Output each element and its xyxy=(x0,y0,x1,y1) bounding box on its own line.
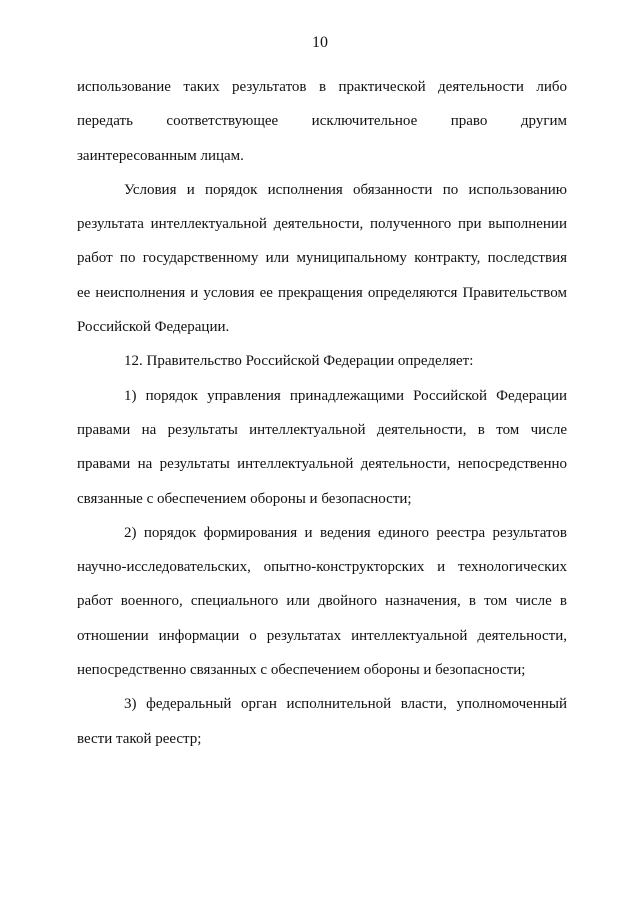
text-line: правами на результаты интеллектуальной деятельности, в том числе xyxy=(77,421,567,438)
text-line: отношении информации о результатах интеллектуальной деятельности, xyxy=(77,627,567,644)
text-line: Условия и порядок исполнения обязанности по использованию xyxy=(124,181,567,198)
text-line: использование таких результатов в практической деятельности либо xyxy=(77,79,567,95)
text-line: 12. Правительство Российской Федерации определяет: xyxy=(124,353,474,370)
text-line: научно-исследовательских, опытно-конструкторских и технологических xyxy=(77,559,567,576)
text-line: передать соответствующее исключительное право другим xyxy=(77,113,567,130)
text-line: правами на результаты интеллектуальной деятельности, непосредственно xyxy=(77,456,567,473)
text-line: заинтересованным лицам. xyxy=(77,147,244,164)
text-line: результата интеллектуальной деятельности, полученного при выполнении xyxy=(77,216,567,233)
document-body xyxy=(77,77,567,763)
text-line: Российской Федерации. xyxy=(77,319,230,336)
page-number: 10 xyxy=(312,34,328,51)
text-line: связанные с обеспечением обороны и безопасности; xyxy=(77,490,412,507)
text-line: работ по государственному или муниципальному контракту, последствия xyxy=(77,250,567,267)
text-line: ее неисполнения и условия ее прекращения определяются Правительством xyxy=(77,284,567,301)
text-line: работ военного, специального или двойного назначения, в том числе в xyxy=(77,593,567,610)
text-line: 3) федеральный орган исполнительной власти, уполномоченный xyxy=(124,696,567,713)
text-line: непосредственно связанных с обеспечением обороны и безопасности; xyxy=(77,662,526,679)
text-line: 2) порядок формирования и ведения единого реестра результатов xyxy=(124,524,567,541)
text-line: 1) порядок управления принадлежащими Российской Федерации xyxy=(124,387,567,404)
text-line: вести такой реестр; xyxy=(77,730,202,747)
